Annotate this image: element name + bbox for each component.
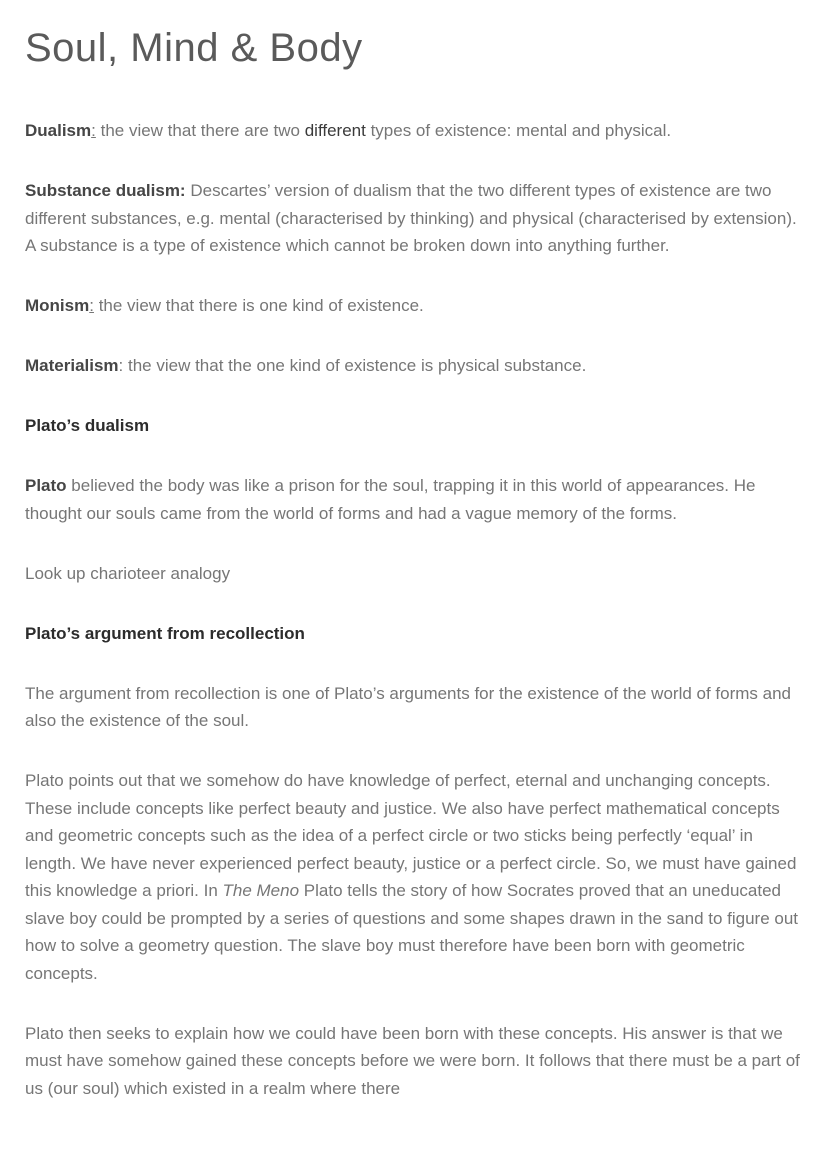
substance-dualism-text: Descartes’ version of dualism that the two different types of existence are two different substances, e.g. mental (characterised by thinking) and physical (characterised by extension). A substance is a type of existence which cannot be broken down into anything further. <box>25 181 797 255</box>
paragraph-recollection-intro: The argument from recollection is one of Plato’s arguments for the existence of the world of forms and also the existence of the soul. <box>25 683 792 730</box>
plato-belief-text: believed the body was like a prison for the soul, trapping it in this world of appearances. He thought our souls came from the world of forms and had a vague memory of the forms. <box>25 476 756 523</box>
paragraph-note-charioteer: Look up charioteer analogy <box>25 563 231 583</box>
heading-platos-dualism: Plato’s dualism <box>25 416 150 435</box>
paragraph-substance-dualism <box>25 177 800 260</box>
paragraph-dualism-definition <box>25 117 800 145</box>
recollection-body-post: Plato tells the story of how Socrates proved that an uneducated slave boy could be prompted by a series of questions and some shapes drawn in the sand to figure out how to solve a geometry question. The slave boy must therefore have been born with geometric concepts. <box>25 881 799 983</box>
materialism-text: : the view that the one kind of existence is physical substance. <box>118 356 587 375</box>
term-materialism: Materialism <box>25 356 119 375</box>
monism-underlined-colon: : <box>89 296 94 315</box>
document-title: Soul, Mind & Body <box>25 26 363 70</box>
paragraph-recollection-body <box>25 767 800 987</box>
term-monism: Monism <box>25 296 90 315</box>
paragraph-monism-definition <box>25 292 800 320</box>
monism-text: the view that there is one kind of existence. <box>93 296 424 315</box>
heading-argument-from-recollection: Plato’s argument from recollection <box>25 623 305 643</box>
paragraph-recollection-explain: Plato then seeks to explain how we could have been born with these concepts. His answer is that we must have somehow gained these concepts before we were born. It follows that there must be a part of us (our soul) which existed in a realm where there <box>25 1023 800 1098</box>
emphasis-different: different <box>304 121 366 140</box>
term-dualism: Dualism <box>25 121 92 140</box>
paragraph-materialism-definition <box>25 352 800 380</box>
term-plato: Plato <box>25 476 67 495</box>
term-substance-dualism: Substance dualism: <box>25 181 186 200</box>
recollection-body-pre: Plato points out that we somehow do have knowledge of perfect, eternal and unchanging concepts. These include concepts like perfect beauty and justice. We also have perfect mathematical concepts and geometric concepts such as the idea of a perfect circle or two sticks being perfectly ‘equal’ in length. We have never experienced perfect beauty, justice or a perfect circle. So, we must have gained this knowledge a priori. In <box>25 771 797 900</box>
dualism-text-post: types of existence: mental and physical. <box>365 121 672 140</box>
italic-the-meno: The Meno <box>222 881 300 900</box>
paragraph-plato-belief <box>25 472 800 527</box>
dualism-underlined-colon: : <box>91 121 96 140</box>
dualism-text-pre: the view that there are two <box>95 121 305 140</box>
